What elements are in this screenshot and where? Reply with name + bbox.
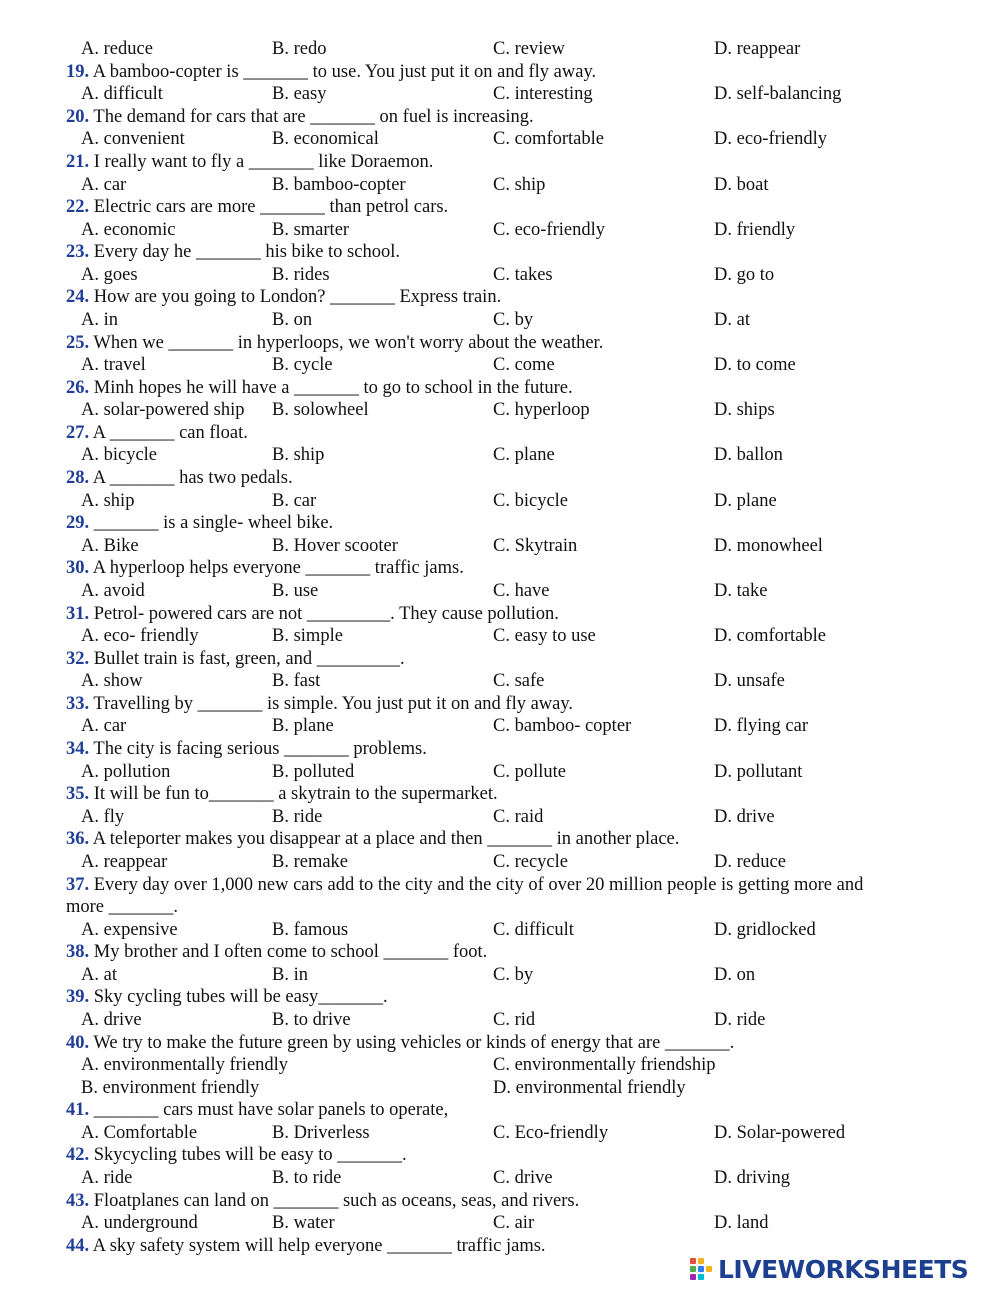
- liveworksheets-logo: [690, 1252, 968, 1286]
- answer-option[interactable]: A. bicycle: [81, 445, 158, 466]
- question-stem: Travelling by _______ is simple. You just put it on and fly away.: [89, 693, 574, 714]
- answer-option[interactable]: C. hyperloop: [493, 400, 590, 421]
- answer-option[interactable]: A. pollution: [81, 761, 171, 782]
- answer-option[interactable]: C. Skytrain: [493, 535, 578, 556]
- answer-option[interactable]: B. economical: [272, 129, 379, 150]
- question-line: [0, 1144, 1000, 1166]
- answer-option[interactable]: C. raid: [493, 806, 544, 827]
- question-line: [0, 467, 1000, 489]
- answer-option[interactable]: A. goes: [81, 264, 138, 285]
- question-stem: The demand for cars that are _______ on fuel is increasing.: [89, 106, 534, 127]
- options-row: [0, 535, 1000, 557]
- answer-option[interactable]: B. famous: [272, 919, 349, 940]
- question-text: [66, 648, 405, 670]
- question-number: 19.: [66, 61, 90, 82]
- question-stem: When we _______ in hyperloops, we won't worry about the weather.: [89, 332, 604, 353]
- answer-option[interactable]: D. reappear: [714, 39, 801, 59]
- options-row: [0, 670, 1000, 692]
- question-line: [0, 783, 1000, 805]
- question-text: [66, 196, 448, 218]
- question-number: 25.: [66, 332, 90, 353]
- question-line: [0, 986, 1000, 1008]
- question-text: [66, 557, 464, 579]
- answer-option[interactable]: A. in: [81, 310, 118, 330]
- options-row: [0, 1167, 1000, 1189]
- options-row: [0, 399, 1000, 421]
- options-row: [0, 851, 1000, 873]
- options-row: [0, 219, 1000, 241]
- question-number: 37.: [66, 874, 90, 895]
- answer-option[interactable]: B. to ride: [272, 1168, 342, 1188]
- answer-option[interactable]: C. environmentally friendship: [493, 1055, 716, 1076]
- answer-option[interactable]: B. remake: [272, 851, 349, 872]
- question-number: 41.: [66, 1100, 90, 1121]
- question-stem: Every day over 1,000 new cars add to the city and the city of over 20 million people is getting more and: [89, 874, 864, 895]
- question-text: [66, 332, 603, 354]
- answer-option[interactable]: B. solowheel: [272, 400, 369, 421]
- answer-option[interactable]: A. difficult: [81, 84, 163, 105]
- question-number: 26.: [66, 377, 90, 398]
- question-stem: A teleporter makes you disappear at a place and then _______ in another place.: [89, 829, 680, 850]
- options-row: [0, 264, 1000, 286]
- answer-option[interactable]: B. in: [272, 964, 308, 985]
- question-text: [66, 828, 679, 850]
- options-row: [0, 806, 1000, 828]
- answer-option[interactable]: B. on: [272, 310, 313, 330]
- answer-option[interactable]: A. convenient: [81, 129, 185, 150]
- question-stem: Floatplanes can land on _______ such as oceans, seas, and rivers.: [89, 1190, 580, 1211]
- answer-option[interactable]: B. car: [272, 490, 317, 511]
- answer-option[interactable]: B. ship: [272, 445, 325, 466]
- answer-option[interactable]: C. rid: [493, 1009, 536, 1030]
- question-text: [66, 783, 498, 805]
- question-stem-continued: more _______.: [66, 897, 179, 917]
- answer-option[interactable]: A. fly: [81, 806, 125, 827]
- options-row: [0, 128, 1000, 150]
- question-number: 42.: [66, 1145, 90, 1166]
- answer-option[interactable]: A. drive: [81, 1009, 142, 1030]
- answer-option[interactable]: B. rides: [272, 264, 330, 285]
- question-stem: My brother and I often come to school _______ foot.: [89, 942, 488, 963]
- answer-option[interactable]: A. reappear: [81, 851, 168, 872]
- question-line: [0, 332, 1000, 354]
- answer-option[interactable]: C. recycle: [493, 851, 568, 872]
- answer-option[interactable]: D. monowheel: [714, 535, 823, 556]
- answer-option[interactable]: D. plane: [714, 490, 777, 511]
- answer-option[interactable]: B. use: [272, 580, 319, 601]
- options-row: [0, 444, 1000, 466]
- options-row: [0, 354, 1000, 376]
- answer-option[interactable]: D. environmental friendly: [493, 1077, 686, 1098]
- answer-option[interactable]: D. land: [714, 1213, 769, 1234]
- question-stem: How are you going to London? _______ Express train.: [89, 287, 502, 308]
- answer-option[interactable]: D. ships: [714, 400, 775, 421]
- answer-option[interactable]: D. eco-friendly: [714, 129, 828, 150]
- answer-option[interactable]: D. at: [714, 310, 750, 330]
- answer-option[interactable]: D. flying car: [714, 716, 809, 737]
- question-number: 32.: [66, 648, 90, 669]
- question-stem: We try to make the future green by using vehicles or kinds of energy that are _______.: [89, 1032, 735, 1053]
- question-line: [0, 241, 1000, 263]
- question-stem: I really want to fly a _______ like Doraemon.: [89, 151, 434, 172]
- question-text: [66, 377, 573, 399]
- question-stem: A _______ has two pedals.: [89, 468, 293, 488]
- question-number: 28.: [66, 468, 90, 488]
- answer-option[interactable]: B. polluted: [272, 761, 355, 782]
- options-row: [0, 625, 1000, 647]
- question-text: [66, 61, 596, 83]
- question-stem: It will be fun to_______ a skytrain to the supermarket.: [89, 784, 498, 805]
- question-stem: Every day he _______ his bike to school.: [89, 242, 400, 263]
- answer-option[interactable]: D. self-balancing: [714, 84, 842, 105]
- answer-option[interactable]: D. to come: [714, 355, 796, 376]
- options-row: [0, 38, 1000, 60]
- question-line: [0, 874, 1000, 896]
- answer-option[interactable]: B. redo: [272, 39, 327, 59]
- answer-option[interactable]: C. by: [493, 310, 534, 330]
- question-stem: A _______ can float.: [89, 422, 248, 443]
- question-stem: Electric cars are more _______ than petrol cars.: [89, 197, 449, 218]
- answer-option[interactable]: C. pollute: [493, 761, 566, 782]
- question-line: [0, 286, 1000, 308]
- answer-option[interactable]: B. Driverless: [272, 1122, 370, 1143]
- answer-option[interactable]: B. bamboo-copter: [272, 174, 406, 195]
- question-text: [66, 941, 487, 963]
- question-number: 21.: [66, 151, 90, 172]
- options-row: [0, 964, 1000, 986]
- options-row: [0, 1122, 1000, 1144]
- answer-option[interactable]: A. car: [81, 174, 127, 195]
- answer-option[interactable]: C. Eco-friendly: [493, 1122, 609, 1143]
- answer-option[interactable]: C. takes: [493, 264, 553, 285]
- answer-option[interactable]: B. environment friendly: [81, 1077, 260, 1098]
- question-line: [0, 1032, 1000, 1054]
- question-text: [66, 151, 433, 173]
- answer-option[interactable]: C. air: [493, 1213, 535, 1234]
- question-line: [0, 693, 1000, 715]
- question-number: 24.: [66, 287, 90, 308]
- answer-option[interactable]: B. smarter: [272, 219, 350, 240]
- answer-option[interactable]: C. ship: [493, 174, 546, 195]
- answer-option[interactable]: C. come: [493, 355, 555, 376]
- answer-option[interactable]: D. comfortable: [714, 626, 826, 647]
- question-line: [0, 738, 1000, 760]
- question-text: [66, 241, 400, 263]
- answer-option[interactable]: B. easy: [272, 84, 327, 105]
- question-text: [66, 467, 293, 489]
- answer-option[interactable]: C. eco-friendly: [493, 219, 605, 240]
- answer-option[interactable]: A. car: [81, 716, 127, 737]
- answer-option[interactable]: A. reduce: [81, 39, 153, 59]
- options-row: [0, 174, 1000, 196]
- question-number: 39.: [66, 987, 90, 1008]
- answer-option[interactable]: C. plane: [493, 445, 555, 466]
- options-row: [0, 490, 1000, 512]
- answer-option[interactable]: D. friendly: [714, 219, 796, 240]
- question-stem: A bamboo-copter is _______ to use. You just put it on and fly away.: [89, 61, 597, 82]
- answer-option[interactable]: D. on: [714, 964, 756, 985]
- question-stem: A sky safety system will help everyone _______ traffic jams.: [89, 1235, 546, 1256]
- question-number: 33.: [66, 693, 90, 714]
- question-number: 31.: [66, 603, 90, 624]
- question-line: [0, 941, 1000, 963]
- question-number: 44.: [66, 1235, 90, 1256]
- options-row: [0, 580, 1000, 602]
- answer-option[interactable]: A. economic: [81, 219, 176, 240]
- question-stem: Minh hopes he will have a _______ to go to school in the future.: [89, 377, 573, 398]
- answer-option[interactable]: D. boat: [714, 174, 769, 195]
- options-row: [0, 1077, 1000, 1099]
- question-text: [66, 693, 573, 715]
- answer-option[interactable]: A. ship: [81, 490, 135, 511]
- answer-option[interactable]: C. difficult: [493, 919, 574, 940]
- question-stem: Sky cycling tubes will be easy_______.: [89, 987, 388, 1008]
- question-text: [66, 738, 427, 760]
- question-text: [66, 1099, 448, 1121]
- answer-option[interactable]: A. avoid: [81, 580, 145, 601]
- question-number: 20.: [66, 106, 90, 127]
- question-text: [66, 286, 501, 308]
- answer-option[interactable]: C. bamboo- copter: [493, 716, 632, 737]
- answer-option[interactable]: D. ballon: [714, 445, 783, 466]
- answer-option[interactable]: A. Bike: [81, 535, 139, 556]
- question-line: [0, 151, 1000, 173]
- question-text: [66, 1235, 546, 1257]
- question-number: 38.: [66, 942, 90, 963]
- options-row: [0, 715, 1000, 737]
- question-text: [66, 1190, 579, 1212]
- options-row: [0, 83, 1000, 105]
- answer-option[interactable]: B. simple: [272, 626, 343, 647]
- answer-option[interactable]: D. pollutant: [714, 761, 803, 782]
- question-stem: _______ cars must have solar panels to operate,: [89, 1100, 449, 1121]
- answer-option[interactable]: D. unsafe: [714, 671, 785, 692]
- question-line: [0, 61, 1000, 83]
- options-row: [0, 1212, 1000, 1234]
- question-text: [66, 512, 333, 534]
- question-stem: The city is facing serious _______ problems.: [89, 739, 427, 759]
- answer-option[interactable]: A. expensive: [81, 919, 178, 940]
- question-number: 43.: [66, 1190, 90, 1211]
- answer-option[interactable]: D. go to: [714, 264, 775, 285]
- question-line-continued: [0, 896, 1000, 918]
- answer-option[interactable]: D. driving: [714, 1168, 791, 1188]
- question-line: [0, 512, 1000, 534]
- question-line: [0, 196, 1000, 218]
- question-stem: Bullet train is fast, green, and _________.: [89, 648, 405, 669]
- answer-option[interactable]: A. environmentally friendly: [81, 1055, 289, 1076]
- answer-option[interactable]: A. at: [81, 964, 117, 985]
- question-text: [66, 986, 388, 1008]
- question-stem: Skycycling tubes will be easy to _______.: [89, 1145, 407, 1166]
- answer-option[interactable]: B. ride: [272, 806, 323, 827]
- answer-option[interactable]: D. drive: [714, 806, 775, 827]
- answer-option[interactable]: A. show: [81, 671, 143, 692]
- answer-option[interactable]: B. Hover scooter: [272, 535, 398, 556]
- question-number: 22.: [66, 197, 90, 218]
- options-row: [0, 919, 1000, 941]
- question-number: 40.: [66, 1032, 90, 1053]
- answer-option[interactable]: C. interesting: [493, 84, 593, 105]
- question-number: 27.: [66, 422, 90, 443]
- options-row: [0, 761, 1000, 783]
- answer-option[interactable]: B. to drive: [272, 1009, 351, 1030]
- answer-option[interactable]: A. Comfortable: [81, 1122, 198, 1143]
- question-number: 35.: [66, 784, 90, 805]
- question-stem: Petrol- powered cars are not _________. They cause pollution.: [89, 603, 559, 624]
- question-line: [0, 557, 1000, 579]
- answer-option[interactable]: C. by: [493, 964, 534, 985]
- answer-option[interactable]: D. gridlocked: [714, 919, 816, 940]
- answer-option[interactable]: D. reduce: [714, 851, 786, 872]
- question-line: [0, 106, 1000, 128]
- question-number: 29.: [66, 513, 90, 534]
- answer-option[interactable]: B. cycle: [272, 355, 333, 376]
- answer-option[interactable]: B. plane: [272, 716, 334, 737]
- question-line: [0, 1190, 1000, 1212]
- answer-option[interactable]: C. have: [493, 580, 550, 601]
- question-text: [66, 106, 534, 128]
- answer-option[interactable]: D. Solar-powered: [714, 1122, 846, 1143]
- answer-option[interactable]: A. solar-powered ship: [81, 400, 245, 421]
- liveworksheets-logo-text: LIVEWORKSHEETS: [718, 1254, 969, 1284]
- question-number: 30.: [66, 558, 90, 579]
- question-number: 36.: [66, 829, 90, 850]
- answer-option[interactable]: C. comfortable: [493, 129, 604, 150]
- question-number: 34.: [66, 739, 90, 759]
- question-number: 23.: [66, 242, 90, 263]
- liveworksheets-logo-icon: [690, 1256, 714, 1282]
- answer-option[interactable]: A. travel: [81, 355, 146, 376]
- answer-option[interactable]: D. take: [714, 580, 768, 601]
- question-line: [0, 422, 1000, 444]
- answer-option[interactable]: A. ride: [81, 1168, 133, 1188]
- answer-option[interactable]: B. fast: [272, 671, 321, 692]
- answer-option[interactable]: C. safe: [493, 671, 545, 692]
- question-line: [0, 1099, 1000, 1121]
- question-text: [66, 874, 863, 896]
- question-line: [0, 603, 1000, 625]
- question-line: [0, 377, 1000, 399]
- options-row: [0, 1009, 1000, 1031]
- answer-option[interactable]: C. review: [493, 39, 565, 59]
- question-text: [66, 1144, 407, 1166]
- options-row: [0, 309, 1000, 331]
- answer-option[interactable]: B. water: [272, 1213, 335, 1234]
- question-stem: _______ is a single- wheel bike.: [89, 513, 334, 534]
- question-text: [66, 1032, 734, 1054]
- question-line: [0, 828, 1000, 850]
- question-text: [66, 422, 248, 444]
- answer-option[interactable]: A. eco- friendly: [81, 626, 199, 647]
- answer-option[interactable]: D. ride: [714, 1009, 766, 1030]
- answer-option[interactable]: C. easy to use: [493, 626, 596, 647]
- answer-option[interactable]: A. underground: [81, 1213, 198, 1234]
- options-row: [0, 1054, 1000, 1076]
- answer-option[interactable]: C. drive: [493, 1168, 553, 1188]
- question-text: [66, 603, 559, 625]
- question-stem: A hyperloop helps everyone _______ traffic jams.: [89, 558, 464, 579]
- answer-option[interactable]: C. bicycle: [493, 490, 569, 511]
- question-line: [0, 648, 1000, 670]
